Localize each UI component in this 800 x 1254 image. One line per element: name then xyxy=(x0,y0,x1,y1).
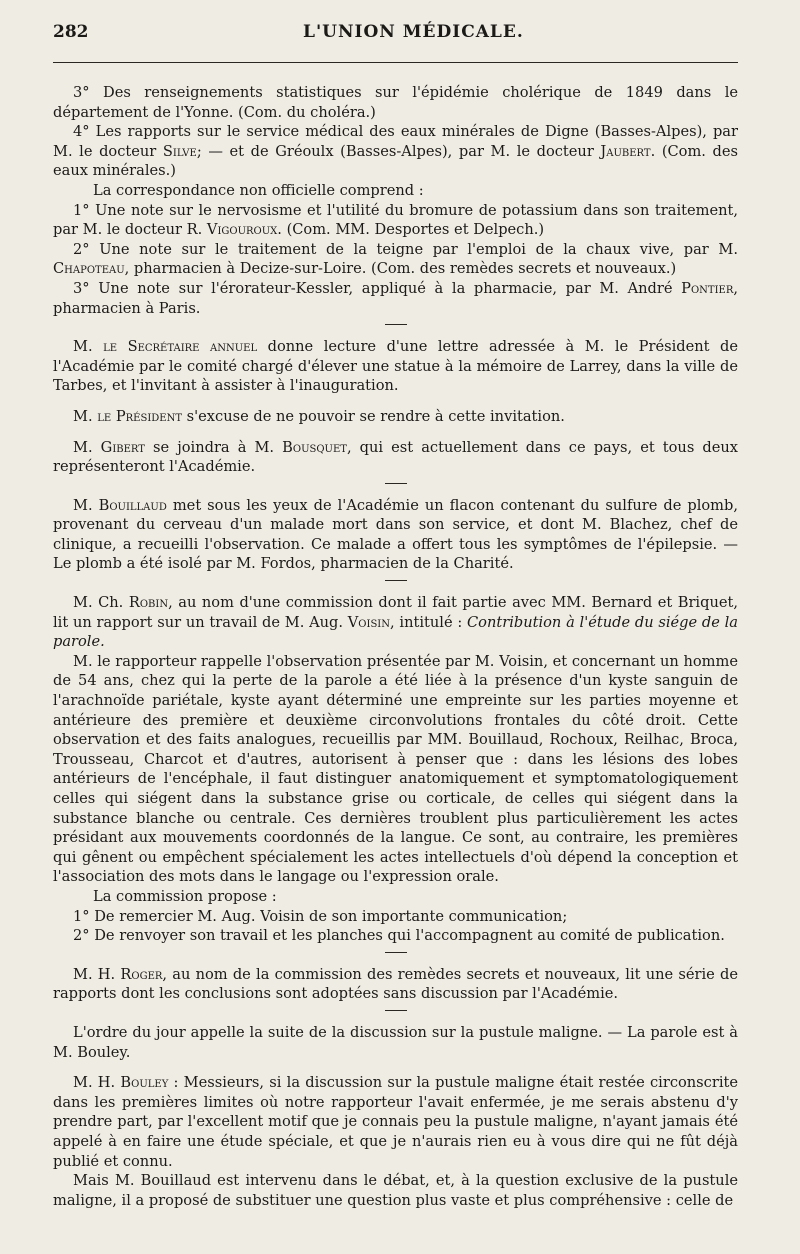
text-run: 2° Une note sur le traitement de la teigne par l'emploi de la chaux vive, par M. xyxy=(73,240,738,258)
paragraph xyxy=(53,438,738,477)
body-text xyxy=(53,83,738,1210)
paragraph xyxy=(53,407,738,427)
paragraph xyxy=(53,240,738,279)
text-run: 3° Des renseignements statistiques sur l'épidémie cholérique de 1849 dans le département de l'Yonne. (Com. du choléra.) xyxy=(53,84,738,121)
text-run: : Messieurs, si la discussion sur la pustule maligne était restée circonscrite dans les premières limites où notre rapporteur l'avait enfermée, je me serais abstenu d'y prendre part, par l'excellent motif que je connais peu la pustule maligne, n'ayant jamais été appelé à en faire une étude spéciale, et que je n'aurais rien eu à vous dire qui ne fût déjà publié et connu. xyxy=(53,1074,738,1170)
text-run: 3° Une note sur l'érorateur-Kessler, appliqué à la pharmacie, par M. André xyxy=(73,279,682,297)
name-smallcaps: le Président xyxy=(97,407,183,425)
name-smallcaps: Vigouroux xyxy=(206,221,278,239)
paragraph xyxy=(53,496,738,574)
text-run: 2° De renvoyer son travail et les planches qui l'accompagnent au comité de publication. xyxy=(73,927,725,945)
paragraph xyxy=(53,652,738,887)
paragraph xyxy=(53,887,738,907)
text-run: Mais M. Bouillaud est intervenu dans le débat, et, à la question exclusive de la pustule maligne, il a proposé de substituer une question plus vaste et plus compréhensive : celle de xyxy=(53,1172,738,1209)
paragraph xyxy=(53,907,738,927)
name-smallcaps: Bousquet xyxy=(282,438,347,456)
text-run: L'ordre du jour appelle la suite de la discussion sur la pustule maligne. — La parole est à M. Bouley. xyxy=(53,1023,738,1061)
text-run: M. le rapporteur rappelle l'observation présentée par M. Voisin, et concernant un homme de 54 ans, chez qui la perte de la parole a été liée à la présence d'un kyste sanguin de l'arachnoïde pariétale, kyste ayant déterminé une empreinte sur les parties moyenne et antérieure des première et deuxième circonvolutions frontales du côté droit. Cette observation et des faits analogues, recueillis par MM. Bouillaud, Rochoux, Reilhac, Broca, Trousseau, Charcot et d'autres, autorisent à penser que : dans les lésions des lobes antérieurs de l'encéphale, il faut distinguer anatomiquement et symptomatologiquement celles qui siégent dans la substance grise ou corticale, de celles qui siégent dans la substance blanche ou centrale. Ces dernières troublent plus particulièrement les actes présidant aux mouvements coordonnés de la langue. Ce sont, au contraire, les premières qui gênent ou empêchent spécialement les actes intellectuels d'où dépend la conception et l'association des mots dans le langage ou l'expression orale. xyxy=(53,652,738,886)
text-run: , pharmacien à Paris. xyxy=(53,279,738,317)
name-smallcaps: Silve xyxy=(162,142,197,160)
paragraph xyxy=(53,1023,738,1062)
paragraph xyxy=(53,1171,738,1210)
text-run: met sous les yeux de l'Académie un flacon contenant du sulfure de plomb, provenant du cerveau d'un malade mort dans son service, et dont M. Blachez, chef de clinique, a recueilli l'observation. Ce malade a offert tous les symptômes de l'épilepsie. — Le plomb a été isolé par M. Fordos, pharmacien de la Charité. xyxy=(53,496,738,573)
text-run: donne lecture d'une lettre adressée à M. le Président de l'Académie par le comité chargé d'élever une statue à la mémoire de Larrey, dans la ville de Tarbes, et l'invitant à assister à l'inauguration. xyxy=(53,338,738,395)
text-run: . (Com. MM. Desportes et Delpech.) xyxy=(277,221,545,239)
separator-rule xyxy=(385,580,407,581)
name-smallcaps: Robin xyxy=(128,594,169,612)
paragraph xyxy=(53,83,738,122)
name-smallcaps: Voisin xyxy=(347,613,391,631)
text-run: M. xyxy=(73,438,101,456)
separator-rule xyxy=(385,324,407,325)
paragraph xyxy=(53,122,738,181)
separator-rule xyxy=(385,483,407,484)
paragraph xyxy=(53,201,738,240)
running-header xyxy=(53,22,738,63)
name-smallcaps: Roger xyxy=(120,965,163,983)
text-run: 1° Une note sur le nervosisme et l'utilité du bromure de potassium dans son traitement, par M. le docteur R. xyxy=(53,201,738,239)
name-smallcaps: le Secrétaire annuel xyxy=(103,338,258,356)
text-run: M. H. xyxy=(73,965,121,983)
text-run: M. H. xyxy=(73,1074,121,1092)
text-run: , intitulé : xyxy=(390,613,468,631)
paragraph xyxy=(53,593,738,652)
name-smallcaps: Bouillaud xyxy=(98,496,167,514)
name-smallcaps: Chapoteau xyxy=(53,260,125,278)
name-smallcaps: Gibert xyxy=(100,438,145,456)
name-smallcaps: Bouley xyxy=(120,1074,169,1092)
separator-rule xyxy=(385,1010,407,1011)
italic-title: Contribution à l'étude du siége de la parole. xyxy=(53,613,738,651)
text-run: , pharmacien à Decize-sur-Loire. (Com. des remèdes secrets et nouveaux.) xyxy=(124,260,677,278)
paragraph xyxy=(53,181,738,201)
paragraph xyxy=(53,279,738,318)
text-run: 4° Les rapports sur le service médical des eaux minérales de Digne (Basses-Alpes), par M. le docteur xyxy=(53,123,738,160)
text-run: La correspondance non officielle comprend : xyxy=(93,181,424,199)
journal-title: L'UNION MÉDICALE. xyxy=(303,22,524,42)
page-number: 282 xyxy=(53,22,89,42)
text-run: 1° De remercier M. Aug. Voisin de son importante communication; xyxy=(73,907,568,925)
name-smallcaps: Jaubert xyxy=(600,142,651,160)
text-run: M. xyxy=(73,338,104,356)
paragraph xyxy=(53,926,738,946)
text-run: ; — et de Gréoulx (Basses-Alpes), par M. le docteur xyxy=(196,142,601,160)
text-run: M. Ch. xyxy=(73,594,129,612)
separator-rule xyxy=(385,952,407,953)
text-run: M. xyxy=(73,496,99,514)
text-run: s'excuse de ne pouvoir se rendre à cette invitation. xyxy=(182,407,565,425)
paragraph xyxy=(53,965,738,1004)
paragraph xyxy=(53,337,738,396)
text-run: se joindra à M. xyxy=(144,438,283,456)
text-run: , au nom d'une commission dont il fait partie avec MM. Bernard et Briquet, lit un rapport sur un travail de M. Aug. xyxy=(53,594,738,631)
text-run: La commission propose : xyxy=(93,887,277,905)
text-run: , qui est actuellement dans ce pays, et tous deux représenteront l'Académie. xyxy=(53,438,738,476)
text-run: , au nom de la commission des remèdes secrets et nouveaux, lit une série de rapports dont les conclusions sont adoptées sans discussion par l'Académie. xyxy=(53,965,738,1003)
paragraph xyxy=(53,1073,738,1171)
name-smallcaps: Pontier xyxy=(681,279,734,297)
text-run: . (Com. des eaux minérales.) xyxy=(53,142,739,180)
text-run: M. xyxy=(73,407,98,425)
